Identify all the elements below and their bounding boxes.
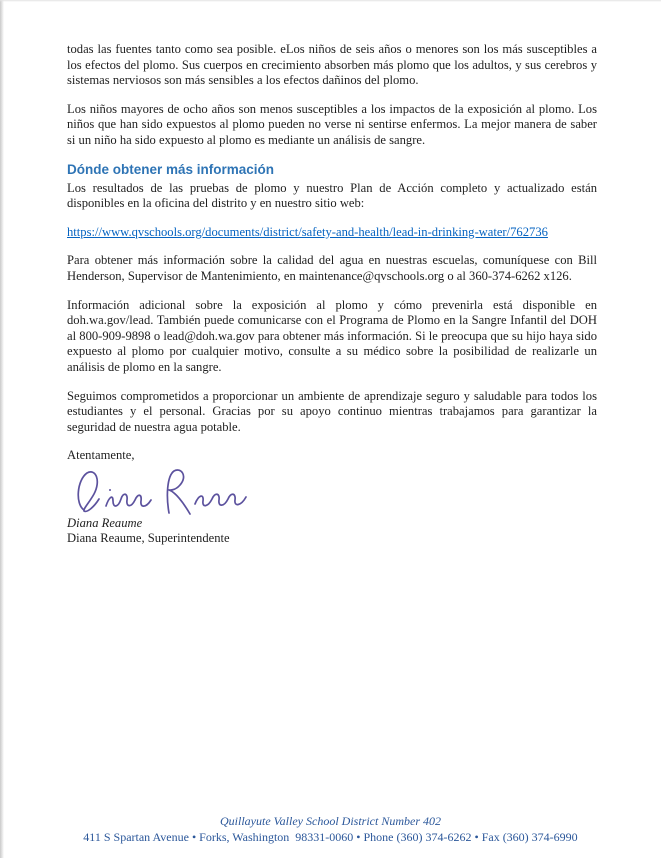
paragraph-contact-info: Para obtener más información sobre la calidad del agua en nuestras escuelas, comuníquese con Bill Henderson, Supervisor de Mantenimiento, en maintenance@qvschools.org o al 360-374-6262 x126.	[67, 253, 597, 283]
section-heading-more-information: Dónde obtener más información	[67, 161, 275, 177]
paragraph-older-children: Los niños mayores de ocho años son menos susceptibles a los impactos de la exposición al plomo. Los niños que han sido expuestos al plomo pueden no verse ni sentirse enfermos. La mejor manera de saber si un niño ha sido expuesto al plomo es mediante un análisis de sangre.	[67, 101, 597, 147]
signature-typed-title: Diana Reaume, Superintendente	[67, 531, 230, 546]
signature-handwriting	[69, 466, 597, 516]
scan-edge-top-shadow	[0, 0, 661, 2]
paragraph-commitment: Seguimos comprometidos a proporcionar un ambiente de aprendizaje seguro y saludable para todos los estudiantes y el personal. Gracias por su apoyo continuo mientras trabajamos para garantizar la seguridad de nuestra agua potable.	[67, 388, 597, 434]
footer-district-name: Quillayute Valley School District Number 402	[220, 814, 441, 828]
signature-svg	[69, 466, 254, 518]
page-footer	[0, 813, 661, 845]
signature-typed-name: Diana Reaume	[67, 515, 143, 530]
footer-address-line: 411 S Spartan Avenue • Forks, Washington 98331-0060 • Phone (360) 374-6262 • Fax (360) 374-6990	[83, 830, 578, 844]
link-line	[67, 225, 597, 241]
paragraph-lead-effects: todas las fuentes tanto como sea posible. eLos niños de seis años o menores son los más susceptibles a los efectos del plomo. Sus cuerpos en crecimiento absorben más plomo que los adultos, y sus cerebros y sistemas nerviosos son más sensibles a los efectos dañinos del plomo.	[67, 42, 597, 88]
paragraph-doh-info: Información adicional sobre la exposición al plomo y cómo prevenirla está disponible en doh.wa.gov/lead. También puede comunicarse con el Programa de Plomo en la Sangre Infantil del DOH al 800-909-9898 o lead@doh.wa.gov para obtener más información. Si le preocupa que su hijo haya sido expuesto al plomo por cualquier motivo, consulte a su médico sobre la posibilidad de realizarle un análisis de plomo en la sangre.	[67, 297, 597, 374]
letter-body	[67, 42, 597, 547]
water-test-results-link[interactable]: https://www.qvschools.org/documents/district/safety-and-health/lead-in-drinking-water/762736	[67, 224, 548, 239]
closing-salutation: Atentamente,	[67, 448, 135, 463]
paragraph-test-results: Los resultados de las pruebas de plomo y nuestro Plan de Acción completo y actualizado están disponibles en la oficina del distrito y en nuestro sitio web:	[67, 180, 597, 211]
scan-edge-left-shadow	[0, 0, 4, 858]
